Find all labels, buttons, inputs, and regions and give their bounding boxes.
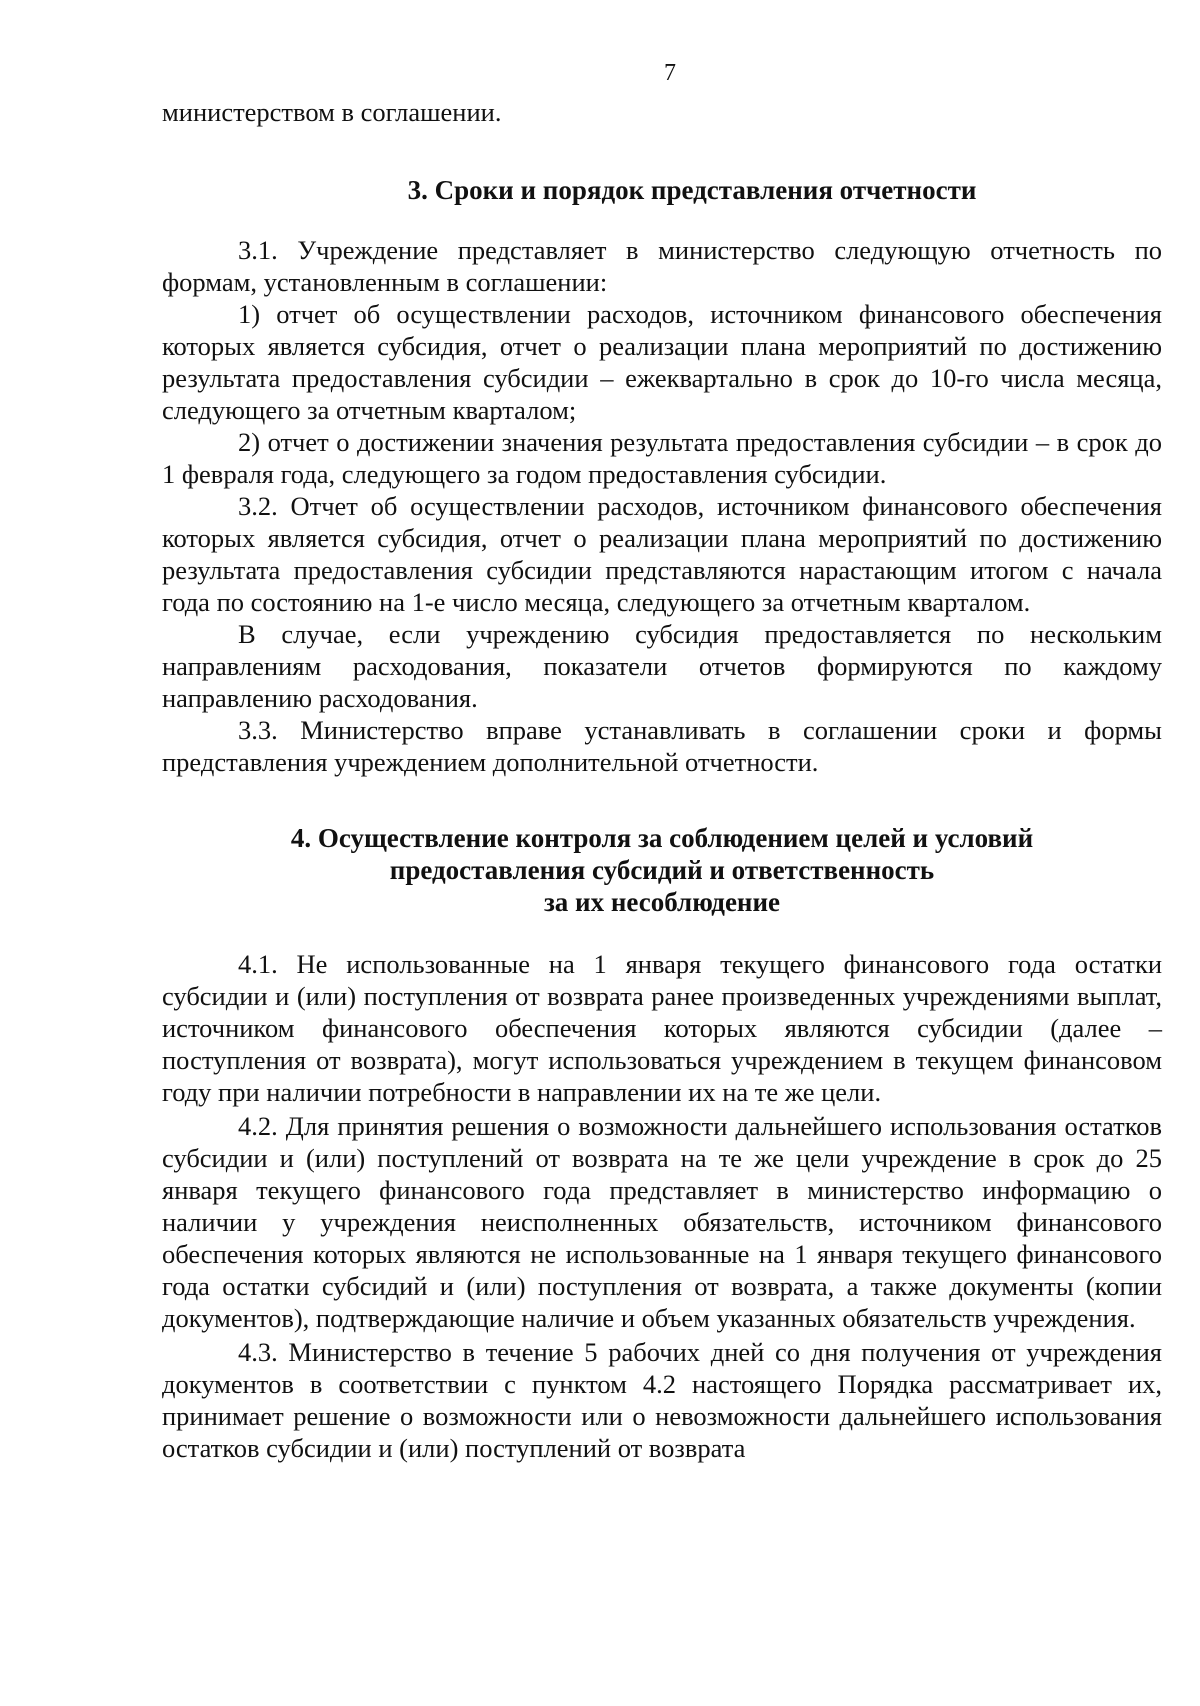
paragraph-4-1: 4.1. Не использованные на 1 января текущего финансового года остатки субсидии и (или) поступления от возврата ранее произведенных учреждениями выплат, источником финансового обеспечения которых являются субсидии (далее – поступления от возврата), могут использоваться учреждением в текущем финансовом году при наличии потребности в направлении их на те же цели. — [162, 949, 1162, 1107]
intro-line: министерством в соглашении. — [162, 97, 502, 127]
paragraph-4-3: 4.3. Министерство в течение 5 рабочих дней со дня получения от учреждения документов в соответствии с пунктом 4.2 настоящего Порядка рассматривает их, принимает решение о возможности или о невозможности дальнейшего использования остатков субсидии и (или) поступлений от возврата — [162, 1337, 1162, 1463]
section-3-heading: 3. Сроки и порядок представления отчетности — [407, 175, 977, 205]
paragraph-4-2: 4.2. Для принятия решения о возможности дальнейшего использования остатков субсидии и (или) поступлений от возврата на те же цели учреждение в срок до 25 января текущего финансового года представляет в министерство информацию о наличии у учреждения неисполненных обязательств, источником финансового обеспечения которых являются не использованные на 1 января текущего финансового года остатки субсидий и (или) поступления от возврата, а также документы (копии документов), подтверждающие наличие и объем указанных обязательств учреждения. — [162, 1111, 1162, 1333]
paragraph-3-2-continued: В случае, если учреждению субсидия предоставляется по нескольким направлениям расходования, показатели отчетов формируются по каждому направлению расходования. — [162, 619, 1162, 713]
list-item-2: 2) отчет о достижении значения результата предоставления субсидии – в срок до 1 февраля года, следующего за годом предоставления субсидии. — [162, 427, 1162, 489]
section-4-heading-line-2: предоставления субсидий и ответственность — [389, 855, 935, 885]
document-body — [162, 96, 1162, 1464]
section-4-heading — [162, 822, 1162, 918]
paragraph-3-3: 3.3. Министерство вправе устанавливать в соглашении сроки и формы представления учреждением дополнительной отчетности. — [162, 715, 1162, 777]
list-item-1: 1) отчет об осуществлении расходов, источником финансового обеспечения которых является субсидия, отчет о реализации плана мероприятий по достижению результата предоставления субсидии – ежеквартально в срок до 10-го числа месяца, следующего за отчетным кварталом; — [162, 299, 1162, 425]
paragraph-3-1: 3.1. Учреждение представляет в министерство следующую отчетность по формам, установленным в соглашении: — [162, 235, 1162, 297]
page-number: 7 — [664, 60, 676, 86]
section-4-heading-line-1: 4. Осуществление контроля за соблюдением целей и условий — [290, 823, 1034, 853]
paragraph-3-2: 3.2. Отчет об осуществлении расходов, источником финансового обеспечения которых является субсидия, отчет о реализации плана мероприятий по достижению результата предоставления субсидии представляются нарастающим итогом с начала года по состоянию на 1-е число месяца, следующего за отчетным кварталом. — [162, 491, 1162, 617]
section-4-heading-line-3: за их несоблюдение — [543, 887, 781, 917]
